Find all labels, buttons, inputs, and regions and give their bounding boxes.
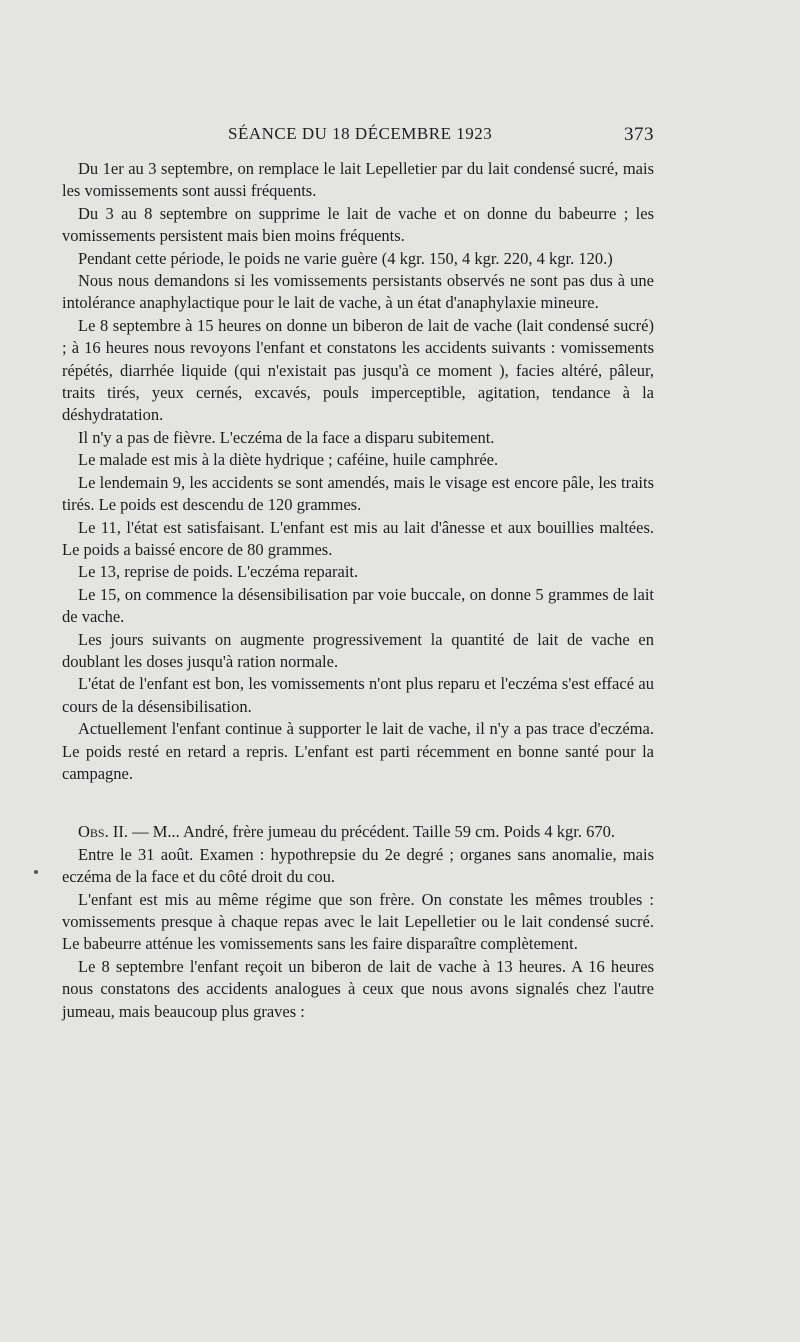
paper-speck	[34, 870, 38, 874]
paragraph: Il n'y a pas de fièvre. L'eczéma de la face a disparu subitement.	[78, 427, 495, 447]
paragraph: L'état de l'enfant est bon, les vomissements n'ont plus reparu et l'eczéma s'est effacé au cours de la désensibilisation.	[62, 674, 654, 716]
paragraph: L'enfant est mis au même régime que son frère. On constate les mêmes troubles : vomissements presque à chaque repas avec le lait Lepelletier ou le lait condensé sucré. Le babeurre atténue les vomissements sans les faire disparaître complètement.	[62, 889, 654, 954]
paragraph: Du 3 au 8 septembre on supprime le lait de vache et on donne du babeurre ; les vomissements persistent mais bien moins fréquents.	[62, 203, 654, 246]
paragraph: Entre le 31 août. Examen : hypothrepsie du 2e degré ; organes sans anomalie, mais eczéma de la face et du côté droit du cou.	[62, 844, 654, 887]
paragraph: Nous nous demandons si les vomissements persistants observés ne sont pas dus à une intolérance anaphylactique pour le lait de vache, à un état d'anaphylaxie mineure.	[62, 271, 654, 313]
paragraph: Le malade est mis à la diète hydrique ; caféine, huile camphrée.	[78, 450, 499, 470]
paragraph: Actuellement l'enfant continue à supporter le lait de vache, il n'y a pas trace d'eczéma. Le poids resté en retard a repris. L'enfant est parti récemment en bonne santé pour la campagne.	[62, 719, 654, 783]
observation-label: Obs. II.	[78, 822, 128, 842]
observation-text: — M... André, frère jumeau du précédent. Taille 59 cm. Poids 4 kgr. 670.	[127, 822, 615, 842]
observation-heading	[62, 821, 654, 843]
paragraph: Le 8 septembre à 15 heures on donne un biberon de lait de vache (lait condensé sucré) ; à 16 heures nous revoyons l'enfant et constatons les accidents suivants : vomissements répétés, diarrhée liquide (qui n'existait pas jusqu'à ce moment ), facies altéré, pâleur, traits tirés, yeux cernés, excavés, pouls imperceptible, agitation, tendance à la déshydratation.	[62, 315, 654, 425]
paragraph: Le 11, l'état est satisfaisant. L'enfant est mis au lait d'ânesse et aux bouillies maltées. Le poids a baissé encore de 80 grammes.	[62, 517, 654, 559]
header-title: SÉANCE DU 18 DÉCEMBRE 1923	[228, 124, 493, 143]
paragraph: Le 15, on commence la désensibilisation par voie buccale, on donne 5 grammes de lait de vache.	[62, 584, 654, 627]
paragraph: Le 8 septembre l'enfant reçoit un biberon de lait de vache à 13 heures. A 16 heures nous constatons des accidents analogues à ceux que nous avons signalés chez l'autre jumeau, mais beaucoup plus graves :	[62, 956, 654, 1021]
paragraph: Le lendemain 9, les accidents se sont amendés, mais le visage est encore pâle, les traits tirés. Le poids est descendu de 120 grammes.	[62, 472, 654, 515]
paragraph: Pendant cette période, le poids ne varie guère (4 kgr. 150, 4 kgr. 220, 4 kgr. 120.)	[78, 248, 613, 268]
body-text	[62, 158, 654, 1023]
paragraph: Le 13, reprise de poids. L'eczéma reparait.	[78, 562, 359, 582]
paragraph: Du 1er au 3 septembre, on remplace le lait Lepelletier par du lait condensé sucré, mais les vomissements sont aussi fréquents.	[62, 159, 654, 201]
page-number: 373	[624, 124, 654, 145]
paragraph: Les jours suivants on augmente progressivement la quantité de lait de vache en doublant les doses jusqu'à ration normale.	[62, 629, 654, 671]
